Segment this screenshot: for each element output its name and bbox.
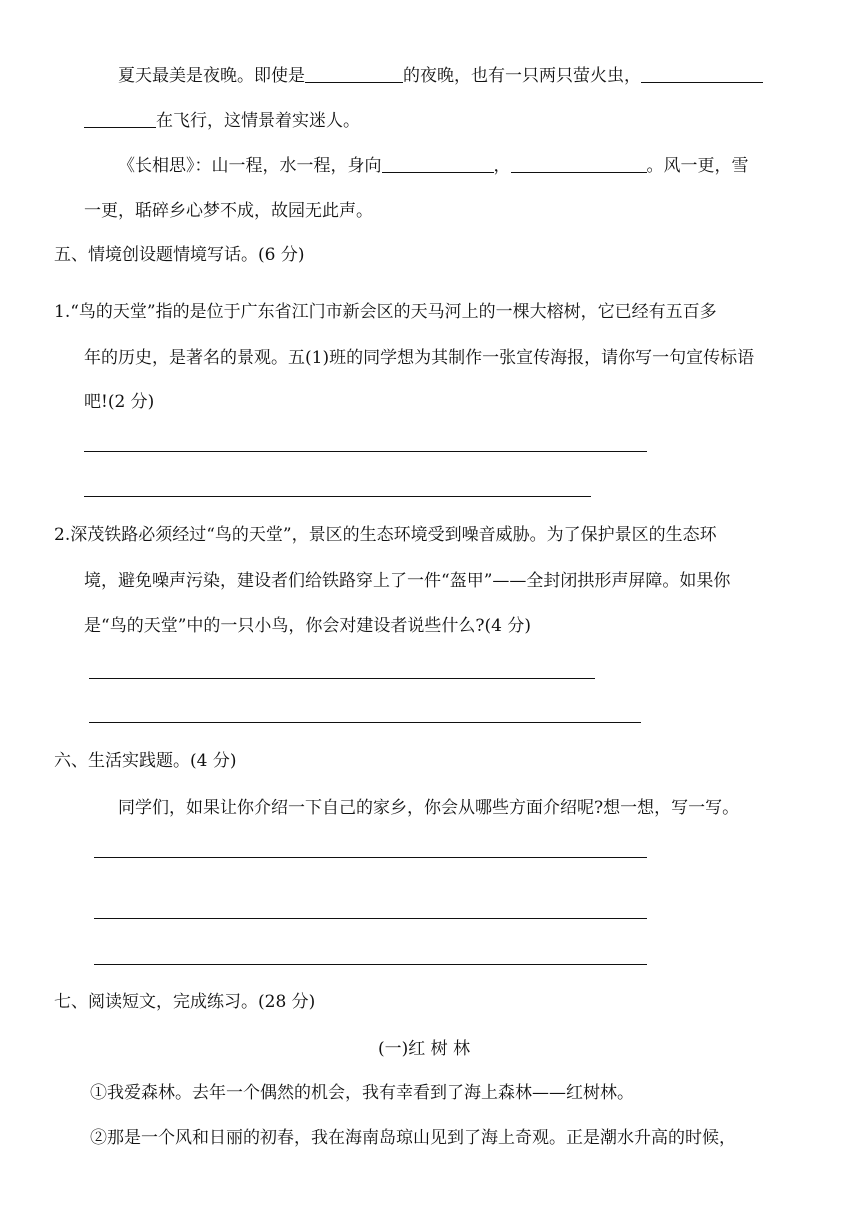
poem1-text-a: 夏天最美是夜晚。即使是 [118,66,305,86]
q2-line3: 是“鸟的天堂”中的一只小鸟，你会对建设者说些什么?(4 分) [84,616,531,636]
q1-line3: 吧!(2 分) [84,392,155,412]
poem2-line2: 一更，聒碎乡心梦不成，故园无此声。 [84,201,373,221]
poem2-text-b: ， [493,156,511,176]
section-7-heading: 七、阅读短文，完成练习。(28 分) [54,992,316,1012]
answer-line-s6-1[interactable] [94,857,647,858]
q2-line2: 境，避免噪声污染，建设者们给铁路穿上了一件“盔甲”——全封闭拱形声屏障。如果你 [84,571,731,591]
q2-line1: 2.深茂铁路必须经过“鸟的天堂”，景区的生态环境受到噪音威胁。为了保护景区的生态环 [54,525,717,545]
section-6-prompt: 同学们，如果让你介绍一下自己的家乡，你会从哪些方面介绍呢?想一想，写一写。 [118,798,740,818]
poem1-line1 [118,64,763,88]
answer-line-q2-1[interactable] [89,678,595,679]
answer-line-q1-2[interactable] [84,496,591,497]
fill-blank-1[interactable] [305,64,403,83]
fill-blank-5[interactable] [511,154,647,173]
poem1-text-c: 在飞行，这情景着实迷人。 [156,111,360,131]
fill-blank-4[interactable] [382,154,494,173]
answer-line-s6-2[interactable] [94,918,647,919]
poem2-text-c: 。风一更，雪 [646,156,749,176]
poem2-text-a: 《长相思》：山一程，水一程，身向 [118,156,382,176]
answer-line-s6-3[interactable] [94,964,647,965]
reading-paragraph-1: ①我爱森林。去年一个偶然的机会，我有幸看到了海上森林——红树林。 [90,1083,634,1103]
fill-blank-2[interactable] [641,64,763,83]
section-6-heading: 六、生活实践题。(4 分) [54,751,237,771]
q1-line1: 1.“鸟的天堂”指的是位于广东省江门市新会区的天马河上的一棵大榕树，它已经有五百多 [54,302,717,322]
poem2-line1 [118,154,749,178]
reading-title: (一)红 树 林 [378,1039,471,1059]
answer-line-q2-2[interactable] [89,722,641,723]
poem1-text-b: 的夜晚，也有一只两只萤火虫， [403,66,641,86]
fill-blank-3[interactable] [84,109,156,128]
poem1-line2 [84,109,360,133]
q1-line2: 年的历史，是著名的景观。五(1)班的同学想为其制作一张宣传海报，请你写一句宣传标语 [84,348,755,368]
reading-paragraph-2: ②那是一个风和日丽的初春，我在海南岛琼山见到了海上奇观。正是潮水升高的时候， [90,1128,736,1148]
section-5-heading: 五、情境创设题情境写话。(6 分) [54,245,305,265]
answer-line-q1-1[interactable] [84,451,647,452]
